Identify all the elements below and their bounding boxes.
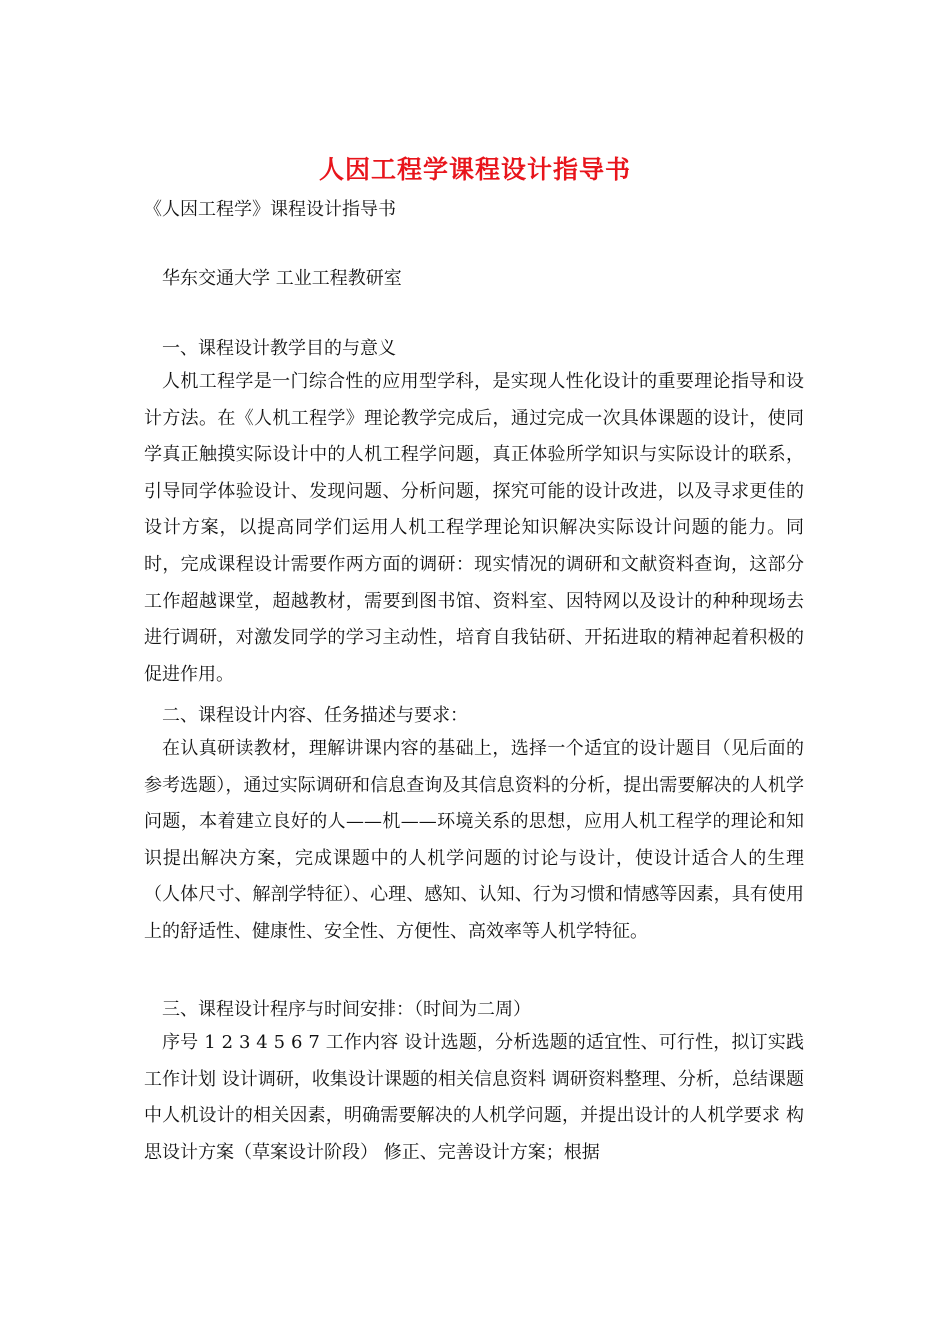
document-title: 人因工程学课程设计指导书 [318, 155, 631, 184]
section-body-1: 人机工程学是一门综合性的应用型学科，是实现人性化设计的重要理论指导和设计方法。在《人机工程学》理论教学完成后，通过完成一次具体课题的设计，使同学真正触摸实际设计中的人机工程学问题，真正体验所学知识与实际设计的联系，引导同学体验设计、发现问题、分析问题，探究可能的设计改进，以及寻求更佳的设计方案，以提高同学们运用人机工程学理论知识解决实际设计问题的能力。同时，完成课程设计需要作两方面的调研：现实情况的调研和文献资料查询，这部分工作超越课堂，超越教材，需要到图书馆、资料室、因特网以及设计的种种现场去进行调研，对激发同学的学习主动性，培育自我钻研、开拓进取的精神起着积极的促进作用。 [144, 371, 804, 685]
document-subtitle: 《人因工程学》课程设计指导书 [144, 199, 396, 220]
section-heading-1: 一、课程设计教学目的与意义 [162, 338, 396, 359]
section-heading-2: 二、课程设计内容、任务描述与要求： [162, 705, 468, 726]
section-body-2: 在认真研读教材，理解讲课内容的基础上，选择一个适宜的设计题目（见后面的参考选题），通过实际调研和信息查询及其信息资料的分析，提出需要解决的人机学问题，本着建立良好的人——机——环境关系的思想，应用人机工程学的理论和知识提出解决方案，完成课题中的人机学问题的讨论与设计，使设计适合人的生理（人体尺寸、解剖学特征）、心理、感知、认知、行为习惯和情感等因素，具有使用上的舒适性、健康性、安全性、方便性、高效率等人机学特征。 [144, 738, 804, 942]
section-heading-3: 三、课程设计程序与时间安排：（时间为二周） [162, 999, 531, 1020]
institution-line: 华东交通大学 工业工程教研室 [162, 268, 402, 289]
section-body-3: 序号 1 2 3 4 5 6 7 工作内容 设计选题，分析选题的适宜性、可行性，拟订实践工作计划 设计调研，收集设计课题的相关信息资料 调研资料整理、分析，总结课题中人机设计的相关因素，明确需要解决的人机学问题，并提出设计的人机学要求 构思设计方案（草案设计阶段） 修正、完善设计方案；根据 [144, 1032, 804, 1163]
